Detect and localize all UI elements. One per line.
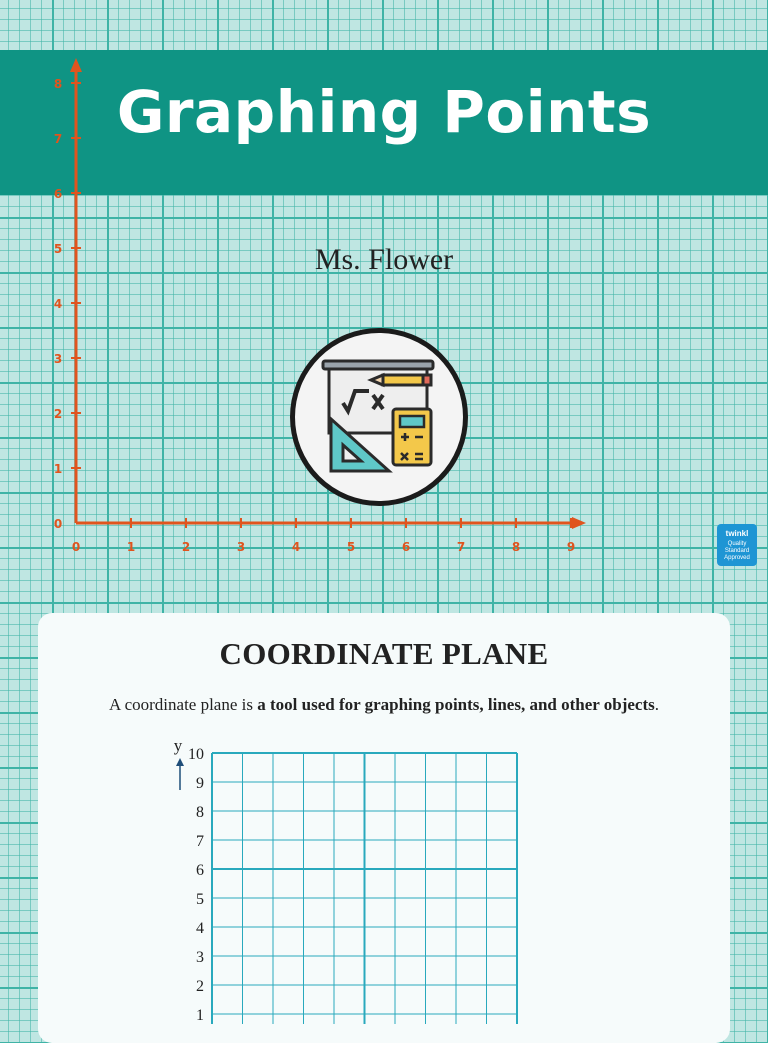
- badge-brand: twinkl: [725, 529, 749, 538]
- plane-y-tick-label: 8: [196, 804, 204, 821]
- plane-y-tick-label: 4: [196, 920, 204, 937]
- y-tick-label: 2: [53, 407, 63, 421]
- y-tick-label: 8: [53, 77, 63, 91]
- y-tick-label: 6: [53, 187, 63, 201]
- x-tick-label: 4: [291, 540, 301, 554]
- plane-y-label: y: [173, 736, 183, 755]
- x-tick-label: 1: [126, 540, 136, 554]
- y-tick-label: 3: [53, 352, 63, 366]
- x-tick-label: 7: [456, 540, 466, 554]
- y-tick-label: 5: [53, 242, 63, 256]
- y-tick-label: 1: [53, 462, 63, 476]
- plane-y-tick-label: 1: [196, 1007, 204, 1024]
- desc-prefix: A coordinate plane is: [109, 695, 258, 714]
- plane-y-tick-label: 2: [196, 978, 204, 995]
- plane-y-tick-label: 6: [196, 862, 204, 879]
- card-title: COORDINATE PLANE: [219, 636, 549, 671]
- y-arrow-head: [176, 758, 184, 766]
- x-tick-label: 5: [346, 540, 356, 554]
- page-title: Graphing Points: [116, 78, 652, 146]
- x-tick-label: 0: [71, 540, 81, 554]
- author-name: Ms. Flower: [314, 243, 454, 276]
- plane-y-tick-label: 3: [196, 949, 204, 966]
- badge-subtitle: Quality Standard Approved: [724, 541, 750, 561]
- plane-y-tick-label: 10: [188, 746, 204, 763]
- x-tick-label: 2: [181, 540, 191, 554]
- plane-y-tick-label: 5: [196, 891, 204, 908]
- y-tick-label: 4: [53, 297, 63, 311]
- plane-y-tick-label: 9: [196, 775, 204, 792]
- desc-suffix: .: [654, 695, 659, 714]
- plane-y-tick-label: 7: [196, 833, 204, 850]
- x-tick-label: 3: [236, 540, 246, 554]
- y-tick-label: 0: [53, 517, 63, 531]
- desc-bold: a tool used for graphing points, lines, and other objects: [257, 695, 655, 714]
- x-tick-label: 6: [401, 540, 411, 554]
- x-tick-label: 9: [566, 540, 576, 554]
- y-tick-label: 7: [53, 132, 63, 146]
- x-tick-label: 8: [511, 540, 521, 554]
